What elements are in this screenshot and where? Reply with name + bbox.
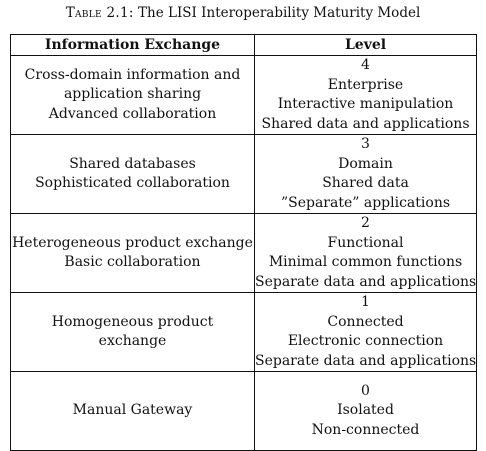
exchange-cell [11,293,255,372]
level-name: Connected [327,313,404,330]
table-row [11,135,477,214]
level-detail: Minimal common functions [268,254,463,270]
level-cell [255,56,477,135]
exchange-cell [11,135,255,214]
table-caption-label: Table 2.1: [65,5,134,21]
lisi-maturity-table [10,34,477,451]
level-detail: Electronic connection [287,333,444,349]
exchange-cell [11,56,255,135]
exchange-line: Manual Gateway [72,402,193,419]
level-detail: Separate data and applications [255,273,477,290]
exchange-line: Basic collaboration [64,254,201,270]
level-number: 3 [361,136,370,152]
level-detail: Non-connected [311,421,420,438]
table-row [11,214,477,293]
level-name: Enterprise [327,76,404,93]
exchange-line: Cross-domain information and [24,66,241,83]
table-row [11,293,477,372]
level-cell [255,372,477,451]
level-name: Functional [327,234,404,251]
table-caption [0,5,486,21]
level-cell [255,135,477,214]
table-header-row [11,35,477,56]
level-detail: Shared data [322,175,409,191]
header-information-exchange: Information Exchange [11,35,255,56]
exchange-line: Homogeneous product [51,313,214,330]
exchange-line: application sharing [63,86,202,103]
table-caption-title: The LISI Interoperability Maturity Model [138,5,421,21]
header-level: Level [255,35,477,56]
level-number: 1 [361,294,370,310]
level-detail: Shared data and applications [261,115,470,132]
exchange-line: Advanced collaboration [48,105,217,122]
level-detail: ”Separate” applications [280,194,451,211]
exchange-cell [11,372,255,451]
exchange-cell [11,214,255,293]
level-name: Isolated [337,402,394,419]
exchange-line: Sophisticated collaboration [35,175,230,191]
table-row [11,56,477,135]
level-name: Domain [338,155,393,172]
level-detail: Interactive manipulation [277,96,454,112]
exchange-line: Shared databases [69,155,196,172]
level-detail: Separate data and applications [255,352,477,369]
level-cell [255,293,477,372]
table-row [11,372,477,451]
level-number: 0 [361,382,370,399]
exchange-line: exchange [98,333,167,349]
level-number: 4 [361,57,370,73]
exchange-line: Heterogeneous product exchange [12,234,253,251]
level-number: 2 [361,215,370,231]
level-cell [255,214,477,293]
